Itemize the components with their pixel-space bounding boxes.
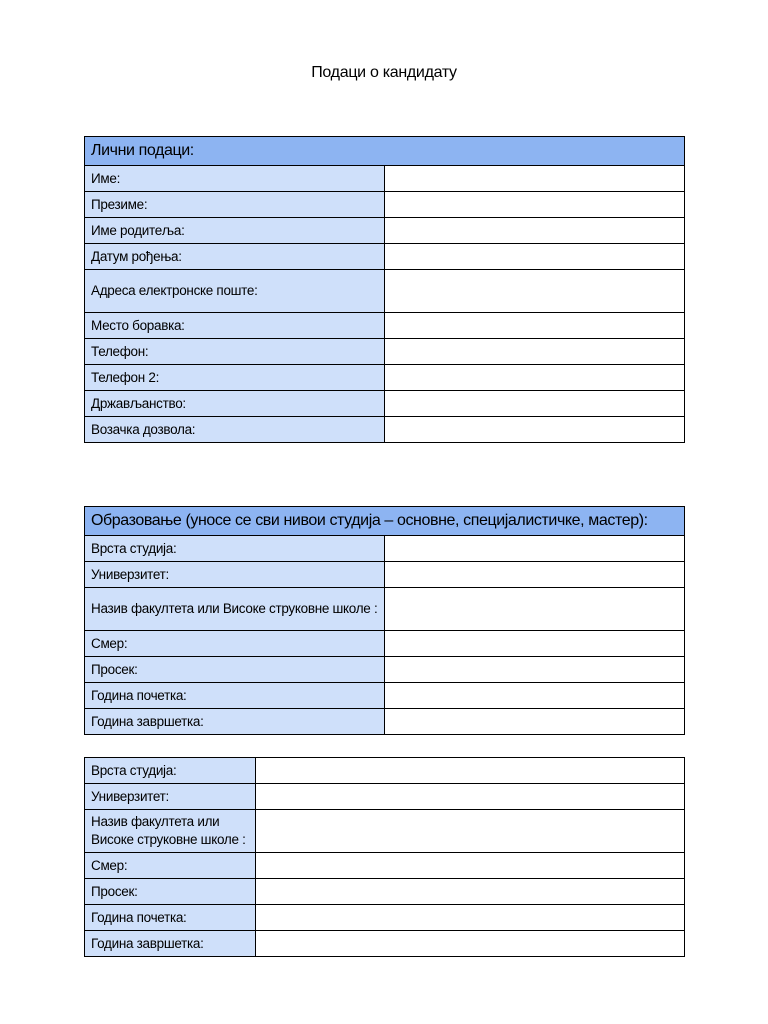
field-input-major[interactable] xyxy=(256,853,685,879)
field-label-citizenship: Држављанство: xyxy=(85,391,385,417)
field-label-study-type: Врста студија: xyxy=(85,758,256,784)
field-input-gpa[interactable] xyxy=(385,657,685,683)
field-label-first-name: Име: xyxy=(85,166,385,192)
education-table-2 xyxy=(84,757,685,957)
field-row-university xyxy=(85,784,685,810)
field-label-birth-date: Датум рођења: xyxy=(85,244,385,270)
field-row-start-year xyxy=(85,683,685,709)
education-header: Образовање (уносе се сви нивои студија – основне, специјалистичке, мастер): xyxy=(85,507,685,536)
field-label-phone-2: Телефон 2: xyxy=(85,365,385,391)
field-input-drivers-license[interactable] xyxy=(385,417,685,443)
field-input-faculty[interactable] xyxy=(385,588,685,631)
field-row-university xyxy=(85,562,685,588)
field-row-faculty xyxy=(85,588,685,631)
field-input-last-name[interactable] xyxy=(385,192,685,218)
field-row-end-year xyxy=(85,709,685,735)
field-label-university: Универзитет: xyxy=(85,562,385,588)
field-row-citizenship xyxy=(85,391,685,417)
field-row-faculty xyxy=(85,810,685,853)
field-row-phone xyxy=(85,339,685,365)
field-label-start-year: Година почетка: xyxy=(85,905,256,931)
field-label-major: Смер: xyxy=(85,853,256,879)
field-label-end-year: Година завршетка: xyxy=(85,931,256,957)
field-label-major: Смер: xyxy=(85,631,385,657)
field-row-birth-date xyxy=(85,244,685,270)
field-label-residence: Место боравка: xyxy=(85,313,385,339)
field-label-university: Универзитет: xyxy=(85,784,256,810)
field-row-major xyxy=(85,631,685,657)
field-input-phone[interactable] xyxy=(385,339,685,365)
field-row-parent-name xyxy=(85,218,685,244)
field-input-faculty[interactable] xyxy=(256,810,685,853)
field-input-first-name[interactable] xyxy=(385,166,685,192)
field-row-gpa xyxy=(85,879,685,905)
field-input-study-type[interactable] xyxy=(385,536,685,562)
field-input-start-year[interactable] xyxy=(256,905,685,931)
field-row-phone-2 xyxy=(85,365,685,391)
field-row-email xyxy=(85,270,685,313)
field-label-faculty: Назив факултета или Високе струковне школе : xyxy=(85,588,385,631)
field-row-drivers-license xyxy=(85,417,685,443)
field-input-birth-date[interactable] xyxy=(385,244,685,270)
field-label-gpa: Просек: xyxy=(85,657,385,683)
field-row-major xyxy=(85,853,685,879)
field-input-university[interactable] xyxy=(385,562,685,588)
field-label-end-year: Година завршетка: xyxy=(85,709,385,735)
field-input-end-year[interactable] xyxy=(385,709,685,735)
field-row-end-year xyxy=(85,931,685,957)
field-input-major[interactable] xyxy=(385,631,685,657)
field-input-start-year[interactable] xyxy=(385,683,685,709)
field-label-faculty: Назив факултета или Високе струковне школе : xyxy=(85,810,256,853)
page-title: Подаци о кандидату xyxy=(311,64,457,81)
field-input-email[interactable] xyxy=(385,270,685,313)
field-label-email: Адреса електронске поште: xyxy=(85,270,385,313)
education-table-1 xyxy=(84,506,685,735)
field-input-end-year[interactable] xyxy=(256,931,685,957)
field-label-parent-name: Име родитеља: xyxy=(85,218,385,244)
field-label-drivers-license: Возачка дозвола: xyxy=(85,417,385,443)
field-input-parent-name[interactable] xyxy=(385,218,685,244)
field-input-residence[interactable] xyxy=(385,313,685,339)
field-label-study-type: Врста студија: xyxy=(85,536,385,562)
field-label-phone: Телефон: xyxy=(85,339,385,365)
field-input-phone-2[interactable] xyxy=(385,365,685,391)
field-row-first-name xyxy=(85,166,685,192)
field-label-start-year: Година почетка: xyxy=(85,683,385,709)
field-label-gpa: Просек: xyxy=(85,879,256,905)
field-row-residence xyxy=(85,313,685,339)
field-row-study-type xyxy=(85,536,685,562)
field-row-gpa xyxy=(85,657,685,683)
field-row-start-year xyxy=(85,905,685,931)
personal-data-table xyxy=(84,136,685,443)
field-input-university[interactable] xyxy=(256,784,685,810)
field-row-study-type xyxy=(85,758,685,784)
field-label-last-name: Презиме: xyxy=(85,192,385,218)
field-row-last-name xyxy=(85,192,685,218)
field-input-citizenship[interactable] xyxy=(385,391,685,417)
field-input-study-type[interactable] xyxy=(256,758,685,784)
personal-data-header: Лични подаци: xyxy=(85,137,685,166)
field-input-gpa[interactable] xyxy=(256,879,685,905)
